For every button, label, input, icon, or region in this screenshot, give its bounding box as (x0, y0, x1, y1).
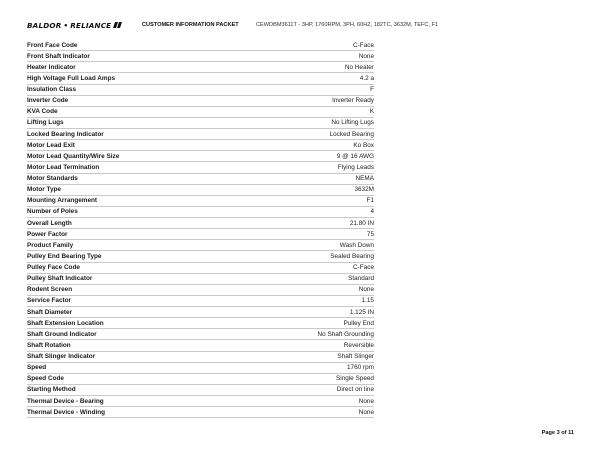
spec-row (27, 174, 374, 185)
spec-value: C-Face (353, 41, 374, 49)
logo-separator: • (63, 20, 69, 30)
spec-value: None (358, 52, 374, 60)
document-header (27, 19, 587, 31)
spec-value: Standard (348, 275, 374, 283)
spec-row (27, 229, 374, 240)
spec-value: 1760 rpm (347, 364, 374, 372)
spec-value: 21.80 IN (349, 219, 374, 227)
spec-row (27, 196, 374, 207)
spec-label: Front Shaft Indicator (27, 52, 90, 60)
spec-label: Shaft Rotation (27, 341, 71, 349)
spec-value: None (358, 408, 374, 416)
spec-value: K (369, 108, 374, 116)
spec-label: Heater Indicator (27, 63, 76, 71)
spec-table (27, 40, 374, 418)
spec-label: Shaft Extension Location (27, 319, 104, 327)
spec-value: C-Face (353, 264, 374, 272)
spec-label: Number of Poles (27, 208, 78, 216)
spec-label: Pulley Face Code (27, 264, 80, 272)
spec-label: Power Factor (27, 230, 68, 238)
spec-value: Shaft Slinger (337, 353, 374, 361)
spec-label: Motor Lead Quantity/Wire Size (27, 152, 120, 160)
spec-row (27, 185, 374, 196)
spec-value: No Lifting Lugs (331, 119, 374, 127)
spec-label: Front Face Code (27, 41, 78, 49)
spec-row (27, 62, 374, 73)
logo-reliance: RELIANCE (70, 20, 112, 30)
page-number: Page 3 of 11 (541, 430, 574, 436)
spec-row (27, 240, 374, 251)
spec-label: Service Factor (27, 297, 72, 305)
spec-row (27, 251, 374, 262)
spec-row (27, 385, 374, 396)
logo-baldor: BALDOR (27, 20, 62, 30)
spec-value: 4 (370, 208, 374, 216)
spec-value: 1.15 (361, 297, 374, 305)
spec-value: Pulley End (343, 319, 374, 327)
spec-value: No Shaft Grounding (317, 330, 374, 338)
spec-label: Inverter Code (27, 97, 69, 105)
spec-label: Pulley Shaft Indicator (27, 275, 93, 283)
spec-value: Sealed Bearing (330, 252, 374, 260)
spec-row (27, 129, 374, 140)
spec-row (27, 329, 374, 340)
spec-row (27, 307, 374, 318)
spec-value: Direct on line (336, 386, 374, 394)
spec-label: Shaft Diameter (27, 308, 73, 316)
spec-value: F (370, 86, 374, 94)
spec-row (27, 162, 374, 173)
spec-row (27, 352, 374, 363)
spec-label: Mounting Arrangement (27, 197, 98, 205)
spec-value: F1 (366, 197, 374, 205)
spec-label: Motor Lead Termination (27, 163, 100, 171)
spec-label: Insulation Class (27, 86, 77, 94)
spec-label: Lifting Lugs (27, 119, 64, 127)
spec-row (27, 396, 374, 407)
spec-value: 1.125 IN (349, 308, 374, 316)
spec-label: Speed (27, 364, 47, 372)
spec-label: Motor Lead Exit (27, 141, 75, 149)
spec-value: 4.2 a (359, 74, 374, 82)
spec-label: Pulley End Bearing Type (27, 252, 102, 260)
spec-value: None (358, 397, 374, 405)
spec-label: Motor Standards (27, 175, 78, 183)
logo-mark-icon (113, 22, 122, 28)
spec-row (27, 40, 374, 51)
spec-row (27, 140, 374, 151)
spec-value: 3632M (354, 186, 374, 194)
spec-row (27, 207, 374, 218)
spec-label: Shaft Ground Indicator (27, 330, 97, 338)
spec-row (27, 296, 374, 307)
spec-row (27, 73, 374, 84)
spec-label: Overall Length (27, 219, 72, 227)
brand-logo (27, 21, 142, 30)
spec-value: Reversible (343, 341, 374, 349)
model-description: CEWDBM3611T - 3HP, 1760RPM, 3PH, 60HZ, 182TC, 3632M, TEFC, F1 (256, 22, 439, 28)
spec-value: Wash Down (339, 241, 374, 249)
spec-row (27, 51, 374, 62)
spec-label: Shaft Slinger Indicator (27, 353, 96, 361)
spec-row (27, 340, 374, 351)
spec-value: Single Speed (335, 375, 374, 383)
spec-value: Ko Box (353, 141, 374, 149)
spec-value: NEMA (355, 175, 374, 183)
spec-label: Motor Type (27, 186, 61, 194)
spec-row (27, 151, 374, 162)
spec-label: KVA Code (27, 108, 58, 116)
spec-value: 9 @ 16 AWG (336, 152, 374, 160)
spec-row (27, 85, 374, 96)
spec-row (27, 318, 374, 329)
spec-label: Thermal Device - Bearing (27, 397, 104, 405)
spec-value: Inverter Ready (332, 97, 374, 105)
spec-row (27, 118, 374, 129)
spec-value: None (358, 286, 374, 294)
spec-label: Starting Method (27, 386, 76, 394)
spec-row (27, 96, 374, 107)
spec-value: No Heater (344, 63, 374, 71)
spec-value: 75 (366, 230, 374, 238)
spec-value: Locked Bearing (329, 130, 374, 138)
spec-value: Flying Leads (337, 163, 374, 171)
spec-label: Speed Code (27, 375, 64, 383)
spec-label: Thermal Device - Winding (27, 408, 106, 416)
spec-label: Product Family (27, 241, 74, 249)
spec-label: Locked Bearing Indicator (27, 130, 104, 138)
spec-label: Rodent Screen (27, 286, 73, 294)
spec-row (27, 374, 374, 385)
spec-row (27, 218, 374, 229)
spec-row (27, 263, 374, 274)
packet-title: CUSTOMER INFORMATION PACKET (142, 22, 239, 28)
spec-row (27, 363, 374, 374)
spec-row (27, 285, 374, 296)
spec-row (27, 407, 374, 418)
spec-row (27, 107, 374, 118)
spec-row (27, 274, 374, 285)
spec-label: High Voltage Full Load Amps (27, 74, 116, 82)
